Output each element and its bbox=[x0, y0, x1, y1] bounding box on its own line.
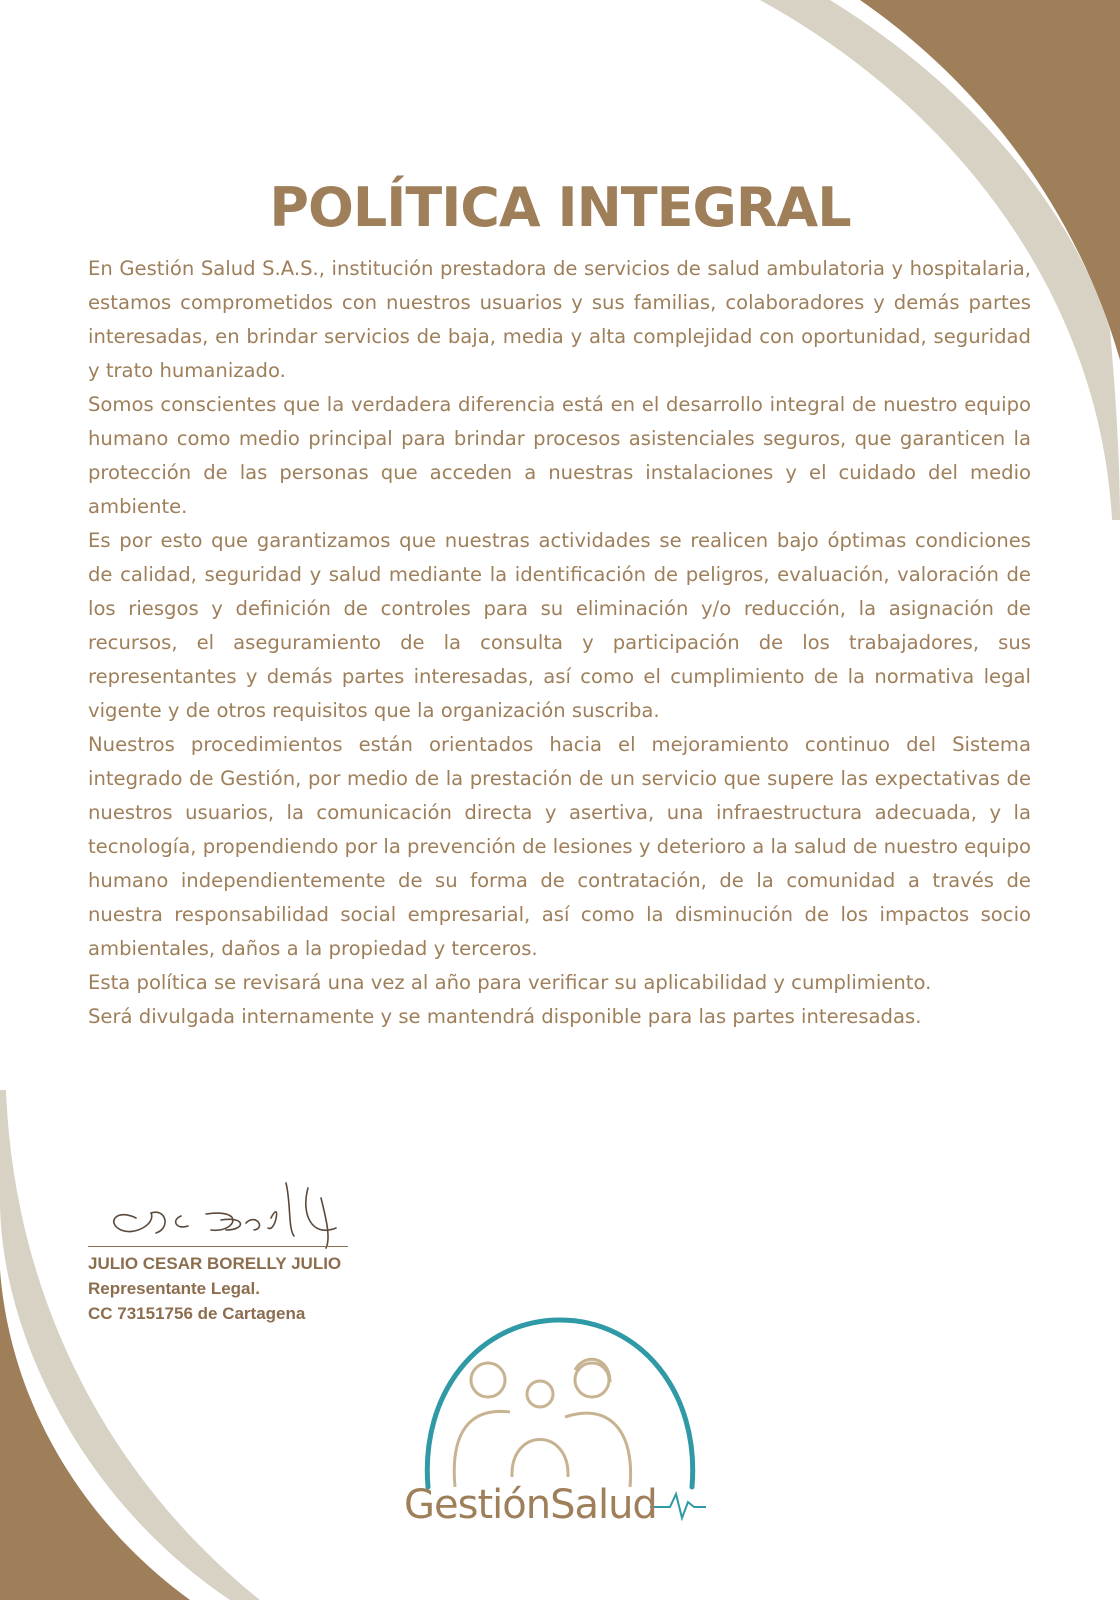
paragraph: Es por esto que garantizamos que nuestras actividades se realicen bajo óptimas condiciones de calidad, seguridad y salud mediante la identificación de peligros, evaluación, valoración de los riesgos y definición de controles para su eliminación y/o reducción, la asignación de recursos, el aseguramiento de la consulta y participación de los trabajadores, sus representantes y demás partes interesadas, así como el cumplimiento de la normativa legal vigente y de otros requisitos que la organización suscriba. bbox=[88, 529, 1031, 722]
signer-name: JULIO CESAR BORELLY JULIO bbox=[88, 1254, 342, 1273]
company-logo bbox=[400, 1312, 730, 1546]
signature-line bbox=[88, 1246, 348, 1247]
logo-wordmark: GestiónSalud bbox=[404, 1482, 657, 1528]
paragraph: En Gestión Salud S.A.S., institución prestadora de servicios de salud ambulatoria y hospitalaria, estamos comprometidos con nuestros usuarios y sus familias, colaboradores y demás partes interesadas, en brindar servicios de baja, media y alta complejidad con oportunidad, seguridad y trato humanizado. bbox=[88, 257, 1031, 382]
heartbeat-icon bbox=[650, 1494, 706, 1518]
signer-id: CC 73151756 de Cartagena bbox=[88, 1304, 306, 1323]
paragraph: Nuestros procedimientos están orientados hacia el mejoramiento continuo del Sistema integrado de Gestión, por medio de la prestación de un servicio que supere las expectativas de nuestros usuarios, la comunicación directa y asertiva, una infraestructura adecuada, y la tecnología, propendiendo por la prevención de lesiones y deterioro a la salud de nuestro equipo humano independientemente de su forma de contratación, de la comunidad a través de nuestra responsabilidad social empresarial, así como la disminución de los impactos socio ambientales, daños a la propiedad y terceros. bbox=[88, 733, 1032, 960]
handwritten-signature-icon bbox=[96, 1178, 356, 1250]
policy-body bbox=[88, 252, 1031, 1034]
paragraph: Será divulgada internamente y se mantendrá disponible para las partes interesadas. bbox=[88, 1005, 922, 1028]
paragraph: Somos conscientes que la verdadera diferencia está en el desarrollo integral de nuestro equipo humano como medio principal para brindar procesos asistenciales seguros, que garanticen la protección de las personas que acceden a nuestras instalaciones y el cuidado del medio ambiente. bbox=[88, 393, 1031, 518]
signer-role: Representante Legal. bbox=[88, 1279, 260, 1298]
paragraph: Esta política se revisará una vez al año para verificar su aplicabilidad y cumplimiento. bbox=[88, 971, 932, 994]
page-title: POLÍTICA INTEGRAL bbox=[269, 176, 851, 239]
